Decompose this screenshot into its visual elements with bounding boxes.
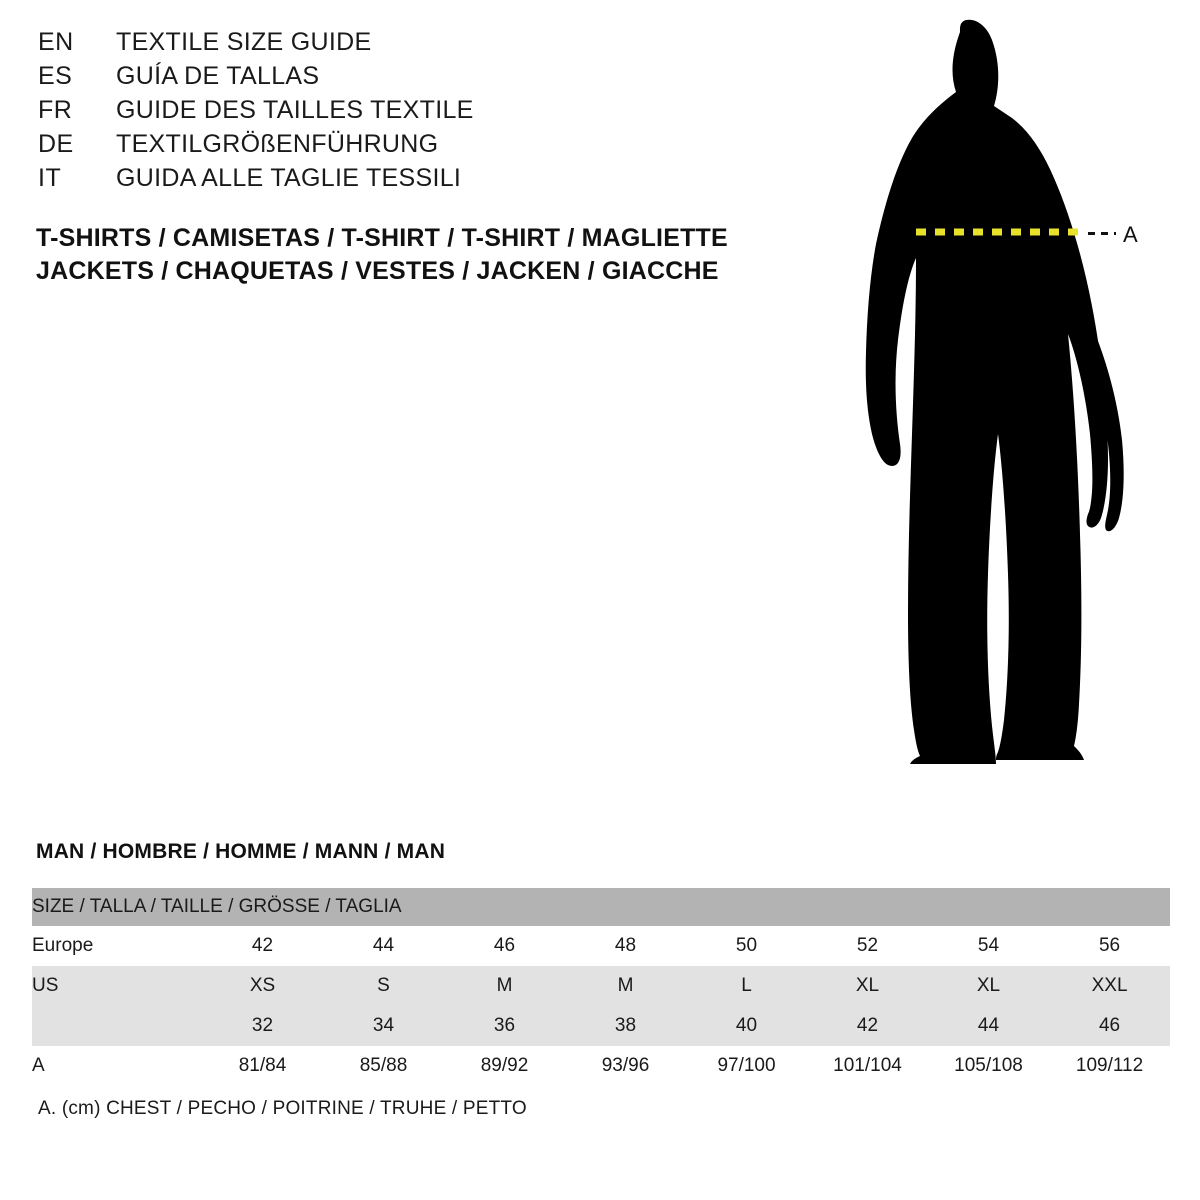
table-cell: 34 (323, 1006, 444, 1046)
table-cell: M (444, 966, 565, 1006)
language-code: FR (38, 96, 73, 124)
table-row (32, 926, 1170, 966)
row-label: Europe (32, 926, 202, 966)
language-row (38, 98, 738, 123)
table-cell: 48 (565, 926, 686, 966)
row-label: A (32, 1046, 202, 1086)
table-cell: 93/96 (565, 1046, 686, 1086)
table-cell: 101/104 (807, 1046, 928, 1086)
category-jackets: JACKETS / CHAQUETAS / VESTES / JACKEN / GIACCHE (36, 257, 719, 285)
table-cell: 85/88 (323, 1046, 444, 1086)
table-cell: 56 (1049, 926, 1170, 966)
male-silhouette-figure (820, 14, 1180, 804)
size-table (32, 888, 1170, 1086)
table-cell: XL (807, 966, 928, 1006)
table-cell: 54 (928, 926, 1049, 966)
table-cell: 40 (686, 1006, 807, 1046)
table-cell: 97/100 (686, 1046, 807, 1086)
row-label (32, 1006, 202, 1046)
measure-leader-line (1088, 232, 1116, 235)
table-cell: 46 (444, 926, 565, 966)
table-cell: 81/84 (202, 1046, 323, 1086)
table-header-label: SIZE / TALLA / TAILLE / GRÖSSE / TAGLIA (32, 888, 1170, 926)
row-label: US (32, 966, 202, 1006)
table-header-row (32, 888, 1170, 926)
language-row (38, 132, 738, 157)
table-cell: M (565, 966, 686, 1006)
language-title: GUÍA DE TALLAS (116, 62, 320, 90)
language-title: TEXTILGRÖßENFÜHRUNG (116, 130, 439, 158)
table-cell: 38 (565, 1006, 686, 1046)
language-row (38, 64, 738, 89)
table-row (32, 1006, 1170, 1046)
language-code: ES (38, 62, 73, 90)
table-cell: XL (928, 966, 1049, 1006)
table-cell: XXL (1049, 966, 1170, 1006)
table-cell: L (686, 966, 807, 1006)
table-cell: 52 (807, 926, 928, 966)
table-cell: 105/108 (928, 1046, 1049, 1086)
language-code: EN (38, 28, 74, 56)
table-cell: 32 (202, 1006, 323, 1046)
silhouette-shape (866, 20, 1124, 764)
language-title: GUIDE DES TAILLES TEXTILE (116, 96, 474, 124)
table-row (32, 1046, 1170, 1086)
language-code: DE (38, 130, 74, 158)
table-cell: 42 (202, 926, 323, 966)
language-title: TEXTILE SIZE GUIDE (116, 28, 372, 56)
table-cell: 44 (323, 926, 444, 966)
table-cell: 36 (444, 1006, 565, 1046)
table-cell: 89/92 (444, 1046, 565, 1086)
category-tshirts: T-SHIRTS / CAMISETAS / T-SHIRT / T-SHIRT / MAGLIETTE (36, 224, 728, 252)
table-section-title: MAN / HOMBRE / HOMME / MANN / MAN (36, 840, 446, 863)
language-row (38, 30, 738, 55)
measurement-footnote: A. (cm) CHEST / PECHO / POITRINE / TRUHE / PETTO (38, 1098, 527, 1119)
table-cell: XS (202, 966, 323, 1006)
language-row (38, 166, 738, 191)
table-cell: 42 (807, 1006, 928, 1046)
table-cell: 46 (1049, 1006, 1170, 1046)
measure-label-a: A (1123, 222, 1139, 247)
table-cell: 50 (686, 926, 807, 966)
language-code: IT (38, 164, 62, 192)
table-cell: 44 (928, 1006, 1049, 1046)
garment-category-list (36, 222, 796, 288)
table-cell: S (323, 966, 444, 1006)
language-title: GUIDA ALLE TAGLIE TESSILI (116, 164, 462, 192)
table-cell: 109/112 (1049, 1046, 1170, 1086)
language-title-list (38, 30, 738, 200)
table-row (32, 966, 1170, 1006)
